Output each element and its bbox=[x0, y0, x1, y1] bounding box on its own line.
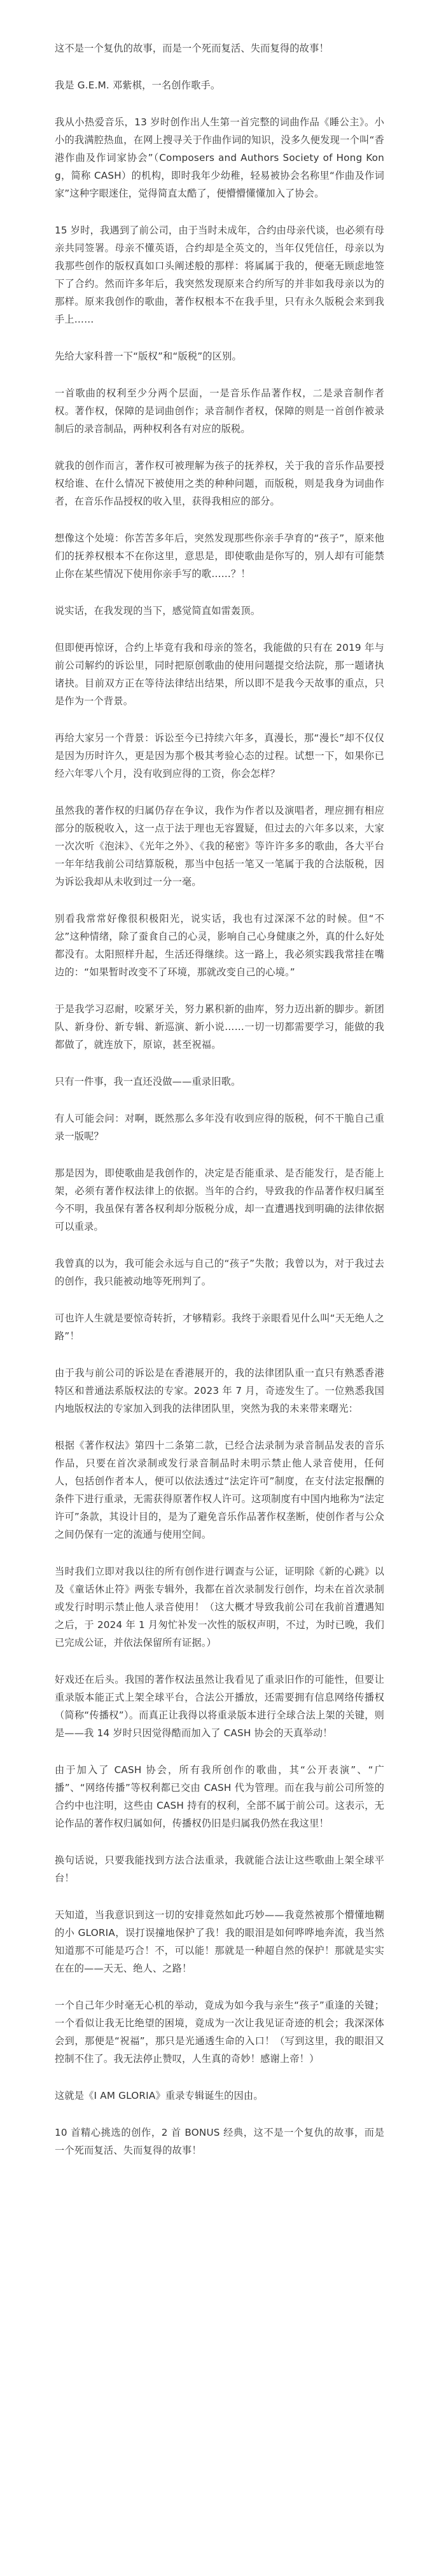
paragraph-8: 想像这个处境：你苦苦多年后，突然发现那些你亲手孕育的“孩子”，原来他们的抚养权根本不在你这里，意思是，即使歌曲是你写的，别人却有可能禁止你在某些情况下使用你亲手写的歌……？！ bbox=[55, 533, 384, 580]
paragraph-1: 这不是一个复仇的故事，而是一个死而复活、失而复得的故事！ bbox=[55, 43, 329, 54]
paragraph-28: 这就是《I AM GLORIA》重录专辑诞生的因由。 bbox=[55, 2090, 263, 2101]
paragraph-19: 可也许人生就是要惊奇转折，才够精彩。我终于亲眼看见什么叫“天无绝人之路”！ bbox=[55, 1312, 384, 1342]
paragraph-26: 天知道，当我意识到这一切的安排竟然如此巧妙——我竟然被那个懵懂地糊的小 GLORIA，误打误撞地保护了我！我的眼泪是如何哗哗地奔流，我当然知道那不可能是巧合！不，可以能！那就是一种超自然的保护！那就是实实在在的——天无、绝人、之路！ bbox=[55, 1909, 384, 1974]
paragraph-29: 10 首精心挑选的创作，2 首 BONUS 经典，这不是一个复仇的故事，而是一个死而复活、失而复得的故事！ bbox=[55, 2127, 384, 2156]
paragraph-3: 我从小热爱音乐，13 岁时创作出人生第一首完整的词曲作品《睡公主》。小小的我满腔热血，在网上搜寻关于作曲作词的知识，没多久便发现一个叫“香港作曲及作词家协会”（Composers and Authors Society of Hong Kong，简称 CASH）的机构，即时我年少幼稚，轻易被协会名称里“作曲及作词家”这种字眼迷住，觉得简直太酷了，便懵懵懂懂加入了协会。 bbox=[55, 116, 384, 199]
paragraph-25: 换句话说，只要我能找到方法合法重录，我就能合法让这些歌曲上架全球平台！ bbox=[55, 1855, 384, 1884]
paragraph-12: 虽然我的著作权的归属仍存在争议，我作为作者以及演唱者，理应拥有相应部分的版税收入，这一点于法于理也无容置疑，但过去的六年多以来，大家一次次听《泡沫》、《光年之外》、《我的秘密》等许许多多的歌曲，各大平台一年年结我前公司结算版税，那当中包括一笔又一笔属于我的合法版税，因为诉讼我却从未收到过一分一毫。 bbox=[55, 805, 384, 888]
paragraph-24: 由于加入了 CASH 协会，所有我所创作的歌曲，其“公开表演”、“广播”、“网络传播”等权利都已交由 CASH 代为管理。而在我与前公司所签的合约中也注明，这些由 CASH 持有的权利，全部不属于前公司。这表示，无论作品的著作权归属如何，传播权仍旧是归属我仍然在我这里！ bbox=[55, 1764, 384, 1829]
paragraph-27: 一个自己年少时毫无心机的举动，竟成为如今我与亲生“孩子”重逢的关键；一个看似让我无比绝望的困境，竟成为一次让我见证奇迹的机会；我深深体会到，那便是“祝福”，那只是光通透生命的入口！（写到这里，我的眼泪又控制不住了。我无法停止赞叹，人生真的奇妙！感谢上帝！） bbox=[55, 2000, 384, 2064]
paragraph-20: 由于我与前公司的诉讼是在香港展开的，我的法律团队重一直只有熟悉香港特区和普通法系版权法的专家。2023 年 7 月，奇迹发生了。一位熟悉我国内地版权法的专家加入到我的法律团队里，突然为我的未来带来曙光： bbox=[55, 1367, 384, 1414]
paragraph-22: 当时我们立即对我以往的所有创作进行调查与公证，证明除《新的心跳》以及《童话休止符》两张专辑外，我都在首次录制发行创作，均未在首次录制或发行时明示禁止他人录音使用！（这大概才导致我前公司在我前首遭遇知之后，于 2024 年 1 月匆忙补发一次性的版权声明，不过，为时已晚，我们已完成公证，并依法保留所有证据。） bbox=[55, 1566, 384, 1648]
paragraph-9: 说实话，在我发现的当下，感觉简直如雷轰顶。 bbox=[55, 605, 261, 616]
paragraph-7: 就我的创作而言，著作权可被理解为孩子的抚养权，关于我的音乐作品要授权给谁、在什么情况下被使用之类的种种问题，而版税，则是我身为词曲作者，在音乐作品授权的收入里，获得我相应的部分。 bbox=[55, 460, 384, 507]
paragraph-13: 别看我常常好像很积极阳光，说实话，我也有过深深不忿的时候。但“不忿”这种情绪，除了蚕食自己的心灵，影响自己心身健康之外，真的什么好处都没有。太阳照样升起，生活还得继续。这一路上，我必须实践我常挂在嘴边的：“如果暂时改变不了环境，那就改变自己的心境。” bbox=[55, 913, 384, 978]
paragraph-4: 15 岁时，我遇到了前公司，由于当时未成年，合约由母亲代谈，也必须有母亲共同签署。母亲不懂英语，合约却是全英文的，当年仅凭信任，母亲以为我那些创作的版权真如口头阐述般的那样：将属属于我的，便毫无顾虑地签下了合约。然而许多年后，我突然发现原来合约所写的并非如我母亲以为的那样。原来我创作的歌曲，著作权根本不在我手里，只有永久版税会来到我手上…… bbox=[55, 225, 384, 325]
paragraph-14: 于是我学习忍耐，咬紧牙关，努力累积新的曲库，努力迈出新的脚步。新团队、新身份、新专辑、新巡演、新小说……一切一切都需要学习，能做的我都做了，就连放下，原谅，甚至祝福。 bbox=[55, 1003, 384, 1050]
paragraph-11: 再给大家另一个背景：诉讼至今已持续六年多，真漫长，那“漫长”却不仅仅是因为历时许久，更是因为那个极其考验心态的过程。试想一下，如果你已经六年零八个月，没有收到应得的工资，你会怎样？ bbox=[55, 732, 384, 779]
paragraph-6: 一首歌曲的权利至少分两个层面，一是音乐作品著作权，二是录音制作者权。著作权，保障的是词曲创作；录音制作者权，保障的则是一首创作被录制后的录音制品，两种权利各有对应的版税。 bbox=[55, 387, 384, 435]
paragraph-15: 只有一件事，我一直还没做——重录旧歌。 bbox=[55, 1076, 241, 1087]
paragraph-18: 我曾真的以为，我可能会永远与自己的“孩子”失散；我曾以为，对于我过去的创作，我只能被动地等死刑判了。 bbox=[55, 1258, 384, 1287]
paragraph-10: 但即便再惊讶，合约上毕竟有我和母亲的签名，我能做的只有在 2019 年与前公司解约的诉讼里，同时把原创歌曲的使用问题提交给法院，那一题诸执诸抉。目前双方正在等待法律结出结果，所以即不是我今天故事的重点，只是作为一个背景。 bbox=[55, 642, 384, 707]
paragraph-2: 我是 G.E.M. 邓紫棋，一名创作歌手。 bbox=[55, 80, 221, 91]
paragraph-16: 有人可能会问：对啊，既然那么多年没有收到应得的版税，何不干脆自己重录一版呢？ bbox=[55, 1113, 384, 1142]
paragraph-17: 那是因为，即使歌曲是我创作的，决定是否能重录、是否能发行，是否能上架，必须有著作权法律上的依据。当年的合约，导致我的作品著作权归属至今不明，我虽保有著各权利却分版税分成，却一直遭遇找到明确的法律依据可以重录。 bbox=[55, 1167, 384, 1232]
paragraph-23: 好戏还在后头。我国的著作权法虽然让我看见了重录旧作的可能性，但要让重录版本能正式上架全球平台，合法公开播放，还需要拥有信息网络传播权（简称“传播权”）。而真正让我得以将重录版本进行全球合法上架的关键，则是——我 14 岁时只因觉得酷而加入了 CASH 协会的天真举动！ bbox=[55, 1674, 384, 1739]
paragraph-21: 根据《著作权法》第四十二条第二款，已经合法录制为录音制品发表的音乐作品，只要在首次录制或发行录音制品时未明示禁止他人录音使用，任何人，包括创作者本人，便可以依法透过“法定许可”制度，在支付法定报酬的条件下进行重录，无需获得原著作权人许可。这项制度有中国内地称为“法定许可”条款，其设计目的，是为了避免音乐作品著作权垄断，使创作者与公众之间仍保有一定的流通与使用空间。 bbox=[55, 1440, 384, 1540]
paragraph-5: 先给大家科普一下“版权”和“版税”的区别。 bbox=[55, 351, 242, 362]
